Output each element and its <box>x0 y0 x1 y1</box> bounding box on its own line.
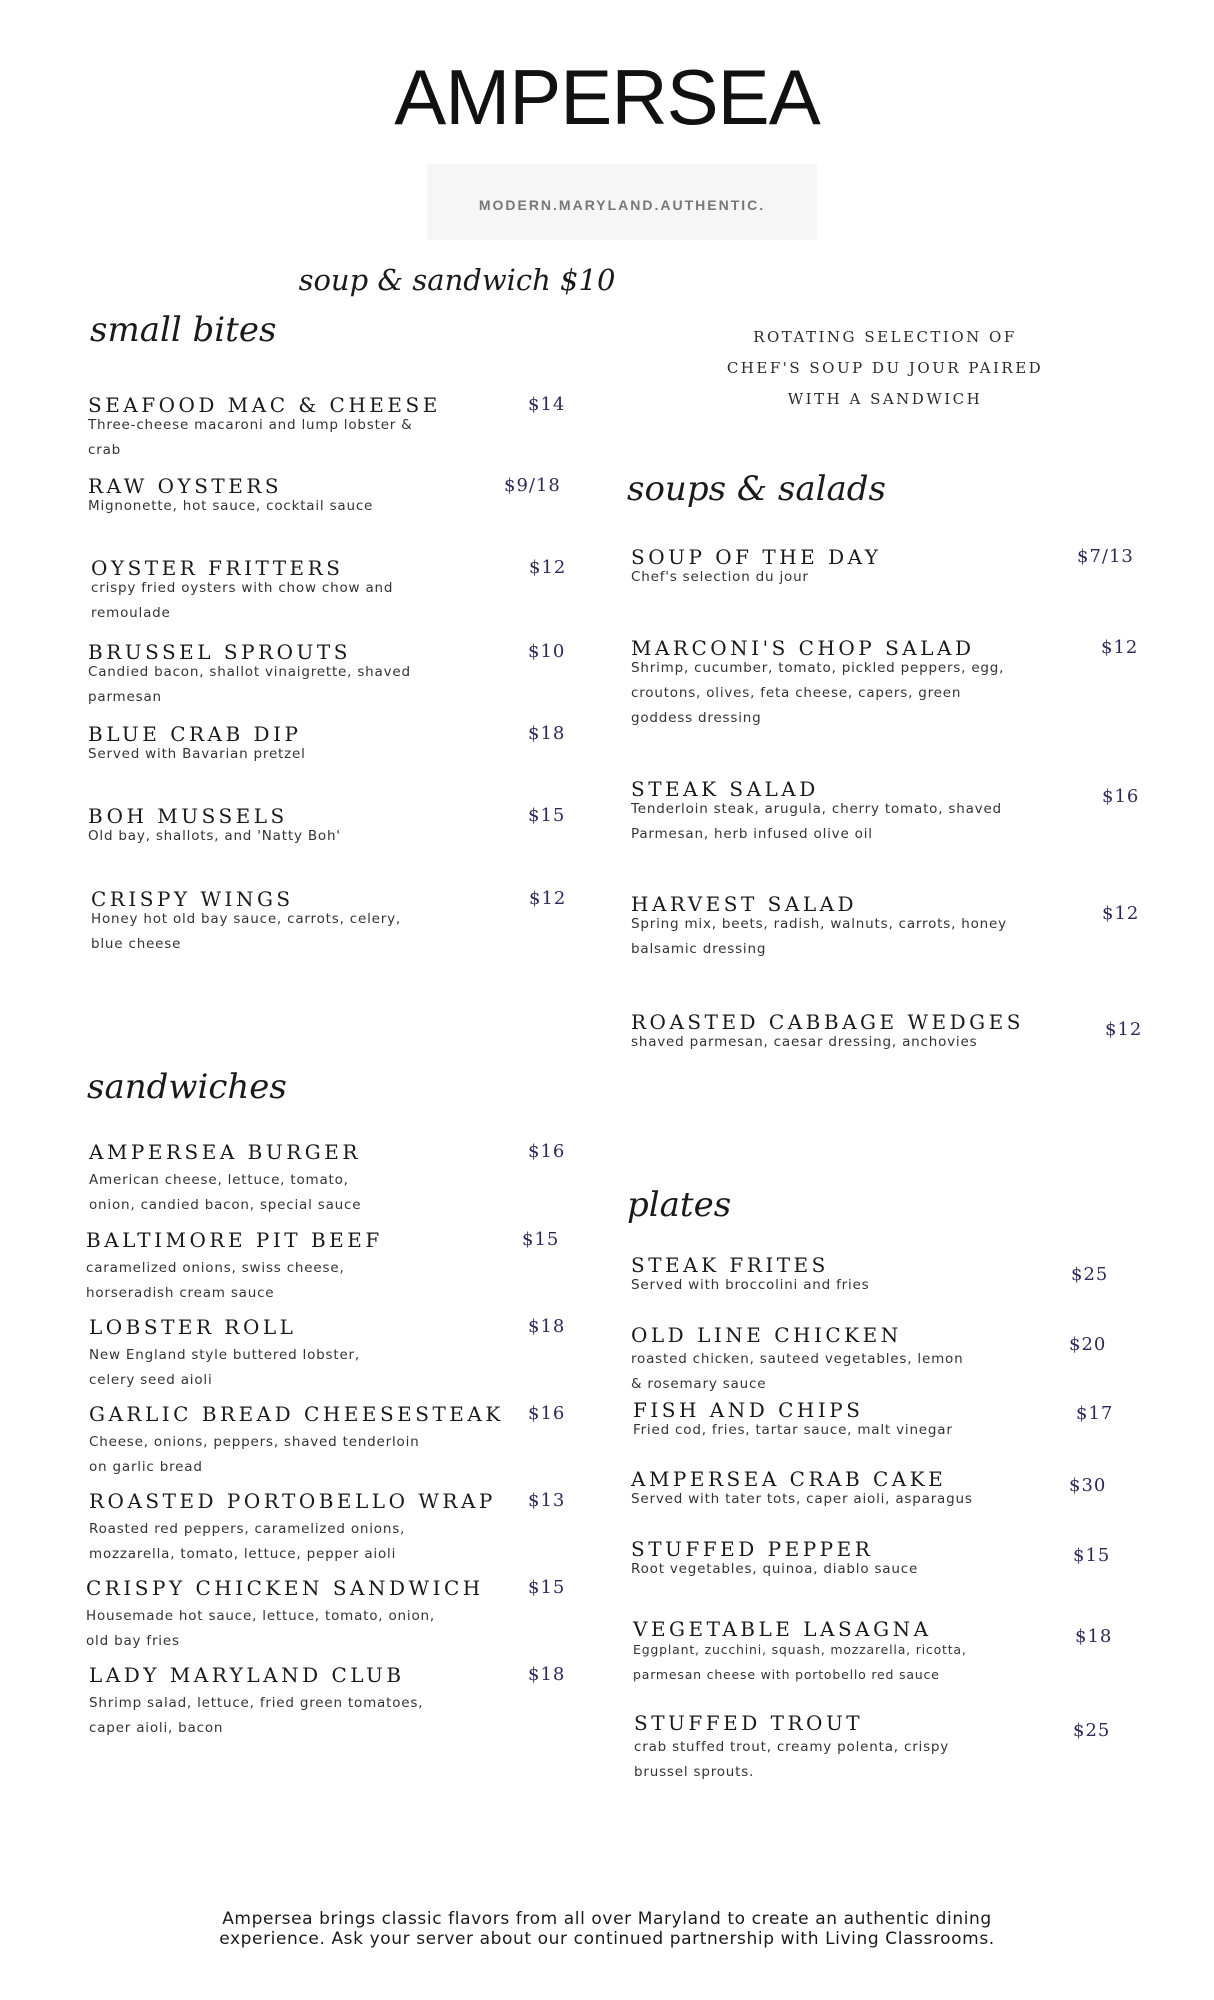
menu-item-price: $7/13 <box>1077 546 1134 567</box>
menu-item-price: $13 <box>528 1490 566 1511</box>
menu-item-price: $16 <box>528 1403 566 1424</box>
soup-sandwich-description: ROTATING SELECTION OF CHEF'S SOUP DU JOUR PAIRED WITH A SANDWICH <box>726 328 1044 408</box>
menu-item-price: $15 <box>522 1229 560 1250</box>
menu-item-description: Root vegetables, quinoa, diablo sauce <box>631 1561 919 1577</box>
menu-item-name: RAW OYSTERS <box>88 474 283 498</box>
menu-item-name: ROASTED PORTOBELLO WRAP <box>89 1489 496 1513</box>
menu-item-description: New England style buttered lobster, celery seed aioli <box>89 1347 360 1388</box>
menu-item-description: Served with Bavarian pretzel <box>88 746 306 762</box>
menu-item-price: $15 <box>528 1577 566 1598</box>
section-heading-plates: plates <box>627 1185 732 1225</box>
menu-item-description: Fried cod, fries, tartar sauce, malt vinegar <box>633 1422 953 1438</box>
menu-item-price: $10 <box>528 641 566 662</box>
menu-item-description: caramelized onions, swiss cheese, horseradish cream sauce <box>86 1260 345 1301</box>
menu-item-price: $14 <box>528 394 566 415</box>
menu-item-name: BLUE CRAB DIP <box>88 722 302 746</box>
section-heading-soups-salads: soups & salads <box>627 469 886 509</box>
menu-item-description: Eggplant, zucchini, squash, mozzarella, ricotta, parmesan cheese with portobello red sauce <box>633 1642 967 1682</box>
menu-item-description: Roasted red peppers, caramelized onions, mozzarella, tomato, lettuce, pepper aioli <box>89 1521 406 1562</box>
section-heading-sandwiches: sandwiches <box>87 1067 287 1107</box>
menu-item-name: STUFFED PEPPER <box>631 1537 874 1561</box>
menu-item-name: BOH MUSSELS <box>88 804 288 828</box>
menu-item-name: STEAK SALAD <box>631 777 819 801</box>
menu-item-price: $12 <box>529 888 567 909</box>
menu-item-name: CRISPY WINGS <box>91 887 294 911</box>
brand-tagline: MODERN.MARYLAND.AUTHENTIC. <box>478 197 766 213</box>
menu-item-name: ROASTED CABBAGE WEDGES <box>631 1010 1024 1034</box>
menu-item-price: $12 <box>1101 637 1139 658</box>
menu-item-price: $15 <box>1073 1545 1111 1566</box>
menu-item-description: Served with broccolini and fries <box>631 1277 870 1293</box>
menu-item-name: BALTIMORE PIT BEEF <box>86 1228 383 1252</box>
menu-item-description: Housemade hot sauce, lettuce, tomato, onion, old bay fries <box>86 1608 435 1649</box>
menu-item-price: $12 <box>529 557 567 578</box>
menu-item-name: OLD LINE CHICKEN <box>631 1323 902 1347</box>
menu-item-description: Tenderloin steak, arugula, cherry tomato, shaved Parmesan, herb infused olive oil <box>631 801 1002 842</box>
menu-item-description: crab stuffed trout, creamy polenta, crispy brussel sprouts. <box>634 1739 950 1780</box>
menu-item-name: GARLIC BREAD CHEESESTEAK <box>89 1402 504 1426</box>
menu-item-description: Chef's selection du jour <box>631 569 809 585</box>
menu-item-name: STUFFED TROUT <box>634 1711 864 1735</box>
menu-item-description: Shrimp, cucumber, tomato, pickled peppers, egg, croutons, olives, feta cheese, capers, green goddess dressing <box>631 660 1005 726</box>
menu-item-name: SOUP OF THE DAY <box>631 545 882 569</box>
menu-item-name: AMPERSEA CRAB CAKE <box>631 1467 947 1491</box>
menu-item-description: Spring mix, beets, radish, walnuts, carrots, honey balsamic dressing <box>631 916 1007 957</box>
menu-item-description: Shrimp salad, lettuce, fried green tomatoes, caper aioli, bacon <box>89 1695 424 1736</box>
menu-item-description: crispy fried oysters with chow chow and remoulade <box>91 580 394 621</box>
menu-item-name: LOBSTER ROLL <box>89 1315 297 1339</box>
menu-item-description: Honey hot old bay sauce, carrots, celery, blue cheese <box>91 911 401 952</box>
menu-item-description: Old bay, shallots, and 'Natty Boh' <box>88 828 341 844</box>
menu-item-description: roasted chicken, sauteed vegetables, lemon & rosemary sauce <box>631 1351 964 1392</box>
menu-item-name: CRISPY CHICKEN SANDWICH <box>86 1576 484 1600</box>
menu-item-name: BRUSSEL SPROUTS <box>88 640 351 664</box>
menu-item-name: OYSTER FRITTERS <box>91 556 344 580</box>
menu-item-name: SEAFOOD MAC & CHEESE <box>88 393 441 417</box>
footer-note: Ampersea brings classic flavors from all over Maryland to create an authentic dining experience. Ask your server about our continued partnership with Living Classrooms. <box>219 1909 995 1949</box>
menu-item-name: LADY MARYLAND CLUB <box>89 1663 405 1687</box>
menu-item-price: $25 <box>1071 1264 1109 1285</box>
menu-item-price: $16 <box>528 1141 566 1162</box>
menu-item-price: $12 <box>1102 903 1140 924</box>
menu-item-name: MARCONI'S CHOP SALAD <box>631 636 975 660</box>
menu-item-price: $25 <box>1073 1720 1111 1741</box>
menu-item-price: $12 <box>1105 1019 1143 1040</box>
menu-item-description: American cheese, lettuce, tomato, onion, candied bacon, special sauce <box>89 1172 362 1213</box>
menu-item-price: $18 <box>1075 1626 1113 1647</box>
menu-item-price: $30 <box>1069 1475 1107 1496</box>
soup-sandwich-title: soup & sandwich $10 <box>298 263 616 297</box>
menu-item-description: Cheese, onions, peppers, shaved tenderloin on garlic bread <box>89 1434 420 1475</box>
menu-item-price: $17 <box>1076 1403 1114 1424</box>
menu-item-description: shaved parmesan, caesar dressing, anchovies <box>631 1034 978 1050</box>
menu-item-price: $18 <box>528 723 566 744</box>
menu-item-price: $18 <box>528 1664 566 1685</box>
menu-item-name: STEAK FRITES <box>631 1253 829 1277</box>
menu-item-price: $15 <box>528 805 566 826</box>
menu-item-name: VEGETABLE LASAGNA <box>633 1617 932 1641</box>
menu-item-description: Served with tater tots, caper aioli, asparagus <box>631 1491 973 1507</box>
brand-logo: AMPERSEA <box>394 53 820 141</box>
section-heading-small-bites: small bites <box>90 310 277 350</box>
menu-item-name: HARVEST SALAD <box>631 892 858 916</box>
menu-item-price: $20 <box>1069 1334 1107 1355</box>
menu-item-price: $18 <box>528 1316 566 1337</box>
menu-item-price: $9/18 <box>504 475 561 496</box>
menu-item-price: $16 <box>1102 786 1140 807</box>
menu-item-description: Candied bacon, shallot vinaigrette, shaved parmesan <box>88 664 411 705</box>
menu-item-description: Three-cheese macaroni and lump lobster & crab <box>88 417 413 458</box>
menu-item-name: FISH AND CHIPS <box>633 1398 864 1422</box>
menu-item-name: AMPERSEA BURGER <box>89 1140 361 1164</box>
menu-item-description: Mignonette, hot sauce, cocktail sauce <box>88 498 374 514</box>
